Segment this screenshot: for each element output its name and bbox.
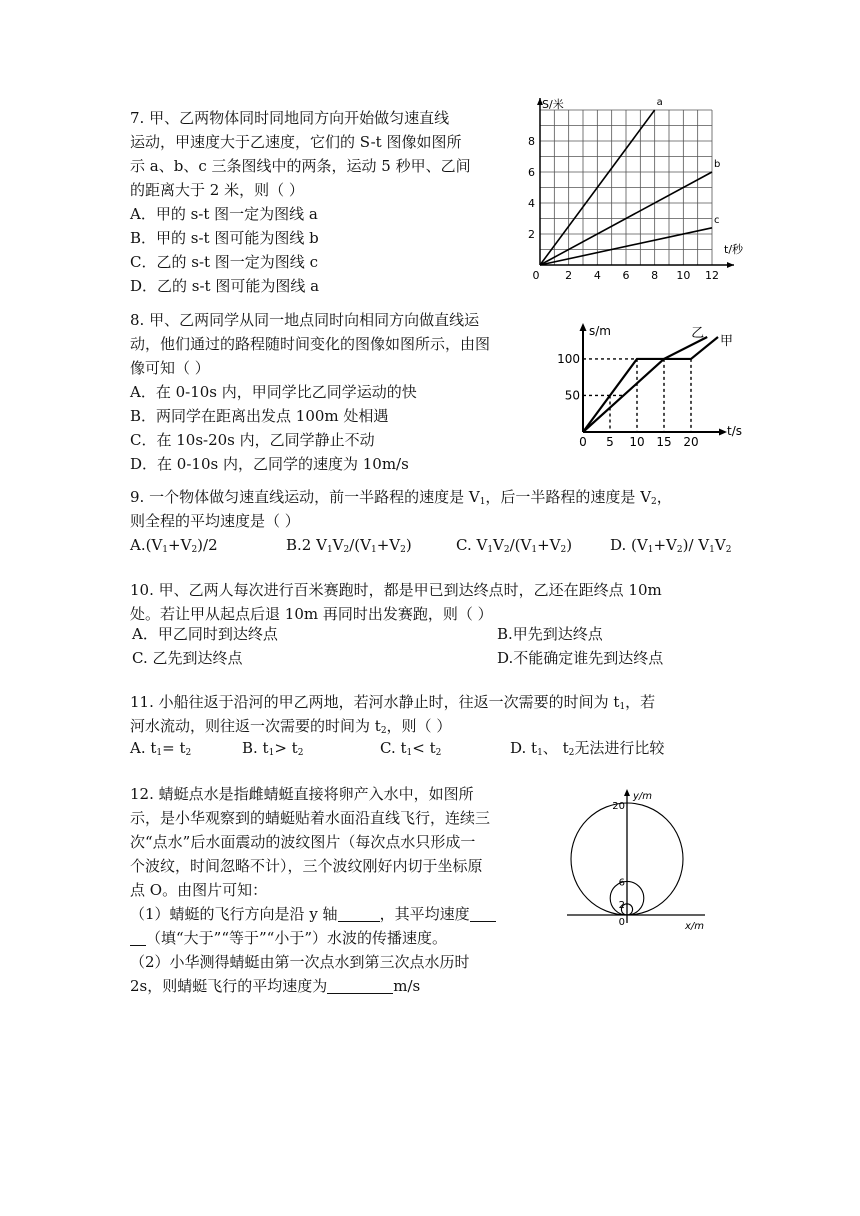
x-tick-label: 0 (579, 435, 587, 449)
question-8 (130, 308, 490, 476)
x-tick-label: 20 (683, 435, 699, 449)
q7-option-c: C．乙的 s-t 图一定为图线 c (130, 253, 318, 271)
y-tick-label: 20 (612, 801, 625, 812)
q12-stem-line: 个波纹，时间忽略不计），三个波纹刚好内切于坐标原 (130, 857, 483, 875)
y-tick-label: 2 (528, 228, 535, 241)
answer-blank[interactable] (338, 905, 380, 922)
q12-part-1-line-1: （1）蜻蜓的飞行方向是沿 y 轴 ，其平均速度 (130, 902, 496, 926)
series-label-jia: 甲 (720, 334, 734, 349)
x-tick-label: 10 (676, 269, 691, 282)
q7-option-a: A．甲的 s-t 图一定为图线 a (130, 205, 318, 223)
x-tick-label: 6 (622, 269, 630, 282)
q7-stem-line: 的距离大于 2 米，则（ ） (130, 181, 304, 199)
y-tick-label: 50 (564, 388, 580, 403)
x-tick-label: 8 (651, 269, 659, 282)
y-axis-label: y/m (633, 791, 653, 802)
q9-option-a: $A.(V_1+V_2)/2$ (130, 536, 218, 555)
q10-option-d: D.不能确定谁先到达终点 (497, 649, 664, 667)
q10-option-a: A．甲乙同时到达终点 (132, 625, 278, 643)
origin-label: 0 (618, 917, 625, 928)
x-axis-label: t/秒 (724, 243, 744, 256)
q12-stem-line: 点 O。由图片可知： (130, 881, 268, 899)
series-label-a: a (656, 97, 663, 108)
q9-option-c: C. $V_1V_2/(V_1+V_2)$ (456, 536, 573, 555)
answer-blank[interactable] (130, 929, 146, 946)
q8-option-d: D．在 0-10s 内，乙同学的速度为 10m/s (130, 455, 409, 473)
x-tick-label: 12 (705, 269, 719, 282)
q7-stem-line: 运动，甲速度大于乙速度，它们的 S-t 图像如图所 (130, 133, 462, 151)
q12-ripple-diagram (565, 785, 725, 935)
q8-option-c: C．在 10s-20s 内，乙同学静止不动 (130, 431, 375, 449)
q10-option-c: C. 乙先到达终点 (132, 649, 243, 667)
y-tick-label: 6 (618, 877, 625, 889)
q9-option-b: B.2 $V_1V_2/(V_1+V_2)$ (286, 536, 412, 555)
question-12 (130, 782, 496, 998)
q10-option-b: B.甲先到达终点 (497, 625, 603, 643)
x-axis-arrow (727, 262, 734, 268)
question-7 (130, 106, 471, 298)
q12-part-2-line-2: 2s，则蜻蜓飞行的平均速度为 m/s (130, 977, 421, 995)
q7-option-b: B．甲的 s-t 图可能为图线 b (130, 229, 319, 247)
y-tick-label: 6 (528, 166, 535, 179)
series-label-yi: 乙 (691, 326, 705, 341)
y-axis-label: s/m (589, 324, 611, 338)
y-tick-label: 4 (528, 197, 535, 210)
q7-option-d: D．乙的 s-t 图可能为图线 a (130, 277, 320, 295)
x-tick-label: 15 (656, 435, 672, 449)
x-tick-label: 2 (565, 269, 573, 282)
x-tick-label: 5 (606, 435, 614, 449)
x-axis-label: t/s (727, 424, 742, 438)
y-axis-arrow (624, 789, 630, 796)
q11-option-a: A. $t_1= t_2$ (130, 739, 192, 758)
y-axis-label: S/米 (542, 98, 564, 111)
q12-stem-line: 次“点水”后水面震动的波纹图片（每次点水只形成一 (130, 833, 476, 851)
series-label-b: b (714, 159, 721, 170)
q7-st-chart (520, 97, 790, 282)
q11-option-d: D. $t_1$、 $t_2$无法进行比较 (510, 739, 665, 758)
question-11 (130, 690, 655, 738)
answer-blank[interactable] (470, 905, 496, 922)
series-line-yi (583, 337, 707, 432)
y-axis-arrow (580, 323, 587, 331)
y-tick-label: 2 (618, 899, 625, 911)
x-tick-label: 4 (593, 269, 601, 282)
q8-option-a: A．在 0-10s 内，甲同学比乙同学运动的快 (130, 383, 417, 401)
series-line-jia (583, 337, 718, 432)
q9-stem-line-2: 则全程的平均速度是（ ） (130, 512, 300, 530)
q7-stem-line: 示 a、b、c 三条图线中的两条，运动 5 秒甲、乙间 (130, 157, 471, 175)
q8-option-b: B．两同学在距离出发点 100m 处相遇 (130, 407, 389, 425)
q9-stem-line-1: 9. 一个物体做匀速直线运动，前一半路程的速度是 $V_1$，后一半路程的速度是 $V_2$， (130, 488, 672, 507)
x-axis-arrow (719, 429, 727, 436)
q11-stem-line-2: 河水流动，则往返一次需要的时间为 $t_2$，则（ ） (130, 717, 452, 736)
x-axis-label: x/m (685, 921, 705, 932)
series-label-c: c (714, 214, 720, 226)
x-tick-label: 10 (629, 435, 645, 449)
q8-stem-line: 8. 甲、乙两同学从同一地点同时向相同方向做直线运 (130, 311, 480, 329)
answer-blank[interactable] (327, 977, 393, 994)
question-9 (130, 485, 672, 533)
q7-stem-line: 7. 甲、乙两物体同时同地同方向开始做匀速直线 (130, 109, 450, 127)
x-tick-label: 0 (532, 269, 540, 282)
q12-part-2-line-1: （2）小华测得蜻蜓由第一次点水到第三次点水历时 (130, 953, 470, 971)
q8-stem-line: 动，他们通过的路程随时间变化的图像如图所示，由图 (130, 335, 491, 353)
y-tick-label: 8 (528, 135, 535, 148)
q9-option-d: D. $(V_1+V_2)/$ $V_1V_2$ (610, 536, 732, 555)
question-10 (130, 578, 662, 626)
q11-option-b: B. $t_1> t_2$ (242, 739, 304, 758)
q10-stem-line: 处。若让甲从起点后退 10m 再同时出发赛跑，则（ ） (130, 605, 493, 623)
q12-part-1-line-2: （填“大于”“等于”“小于”）水波的传播速度。 (130, 926, 496, 950)
q8-stem-line: 像可知（ ） (130, 359, 210, 377)
q11-option-c: C. $t_1< t_2$ (380, 739, 442, 758)
q12-stem-line: 示，是小华观察到的蜻蜓贴着水面沿直线飞行，连续三 (130, 809, 491, 827)
q10-stem-line: 10. 甲、乙两人每次进行百米赛跑时，都是甲已到达终点时，乙还在距终点 10m (130, 581, 662, 599)
y-tick-label: 100 (557, 351, 580, 366)
q8-race-chart (557, 324, 742, 455)
q11-stem-line-1: 11. 小船往返于沿河的甲乙两地，若河水静止时，往返一次需要的时间为 $t_1$，若 (130, 693, 656, 712)
q12-stem-line: 12. 蜻蜓点水是指雌蜻蜓直接将卵产入水中，如图所 (130, 785, 474, 803)
